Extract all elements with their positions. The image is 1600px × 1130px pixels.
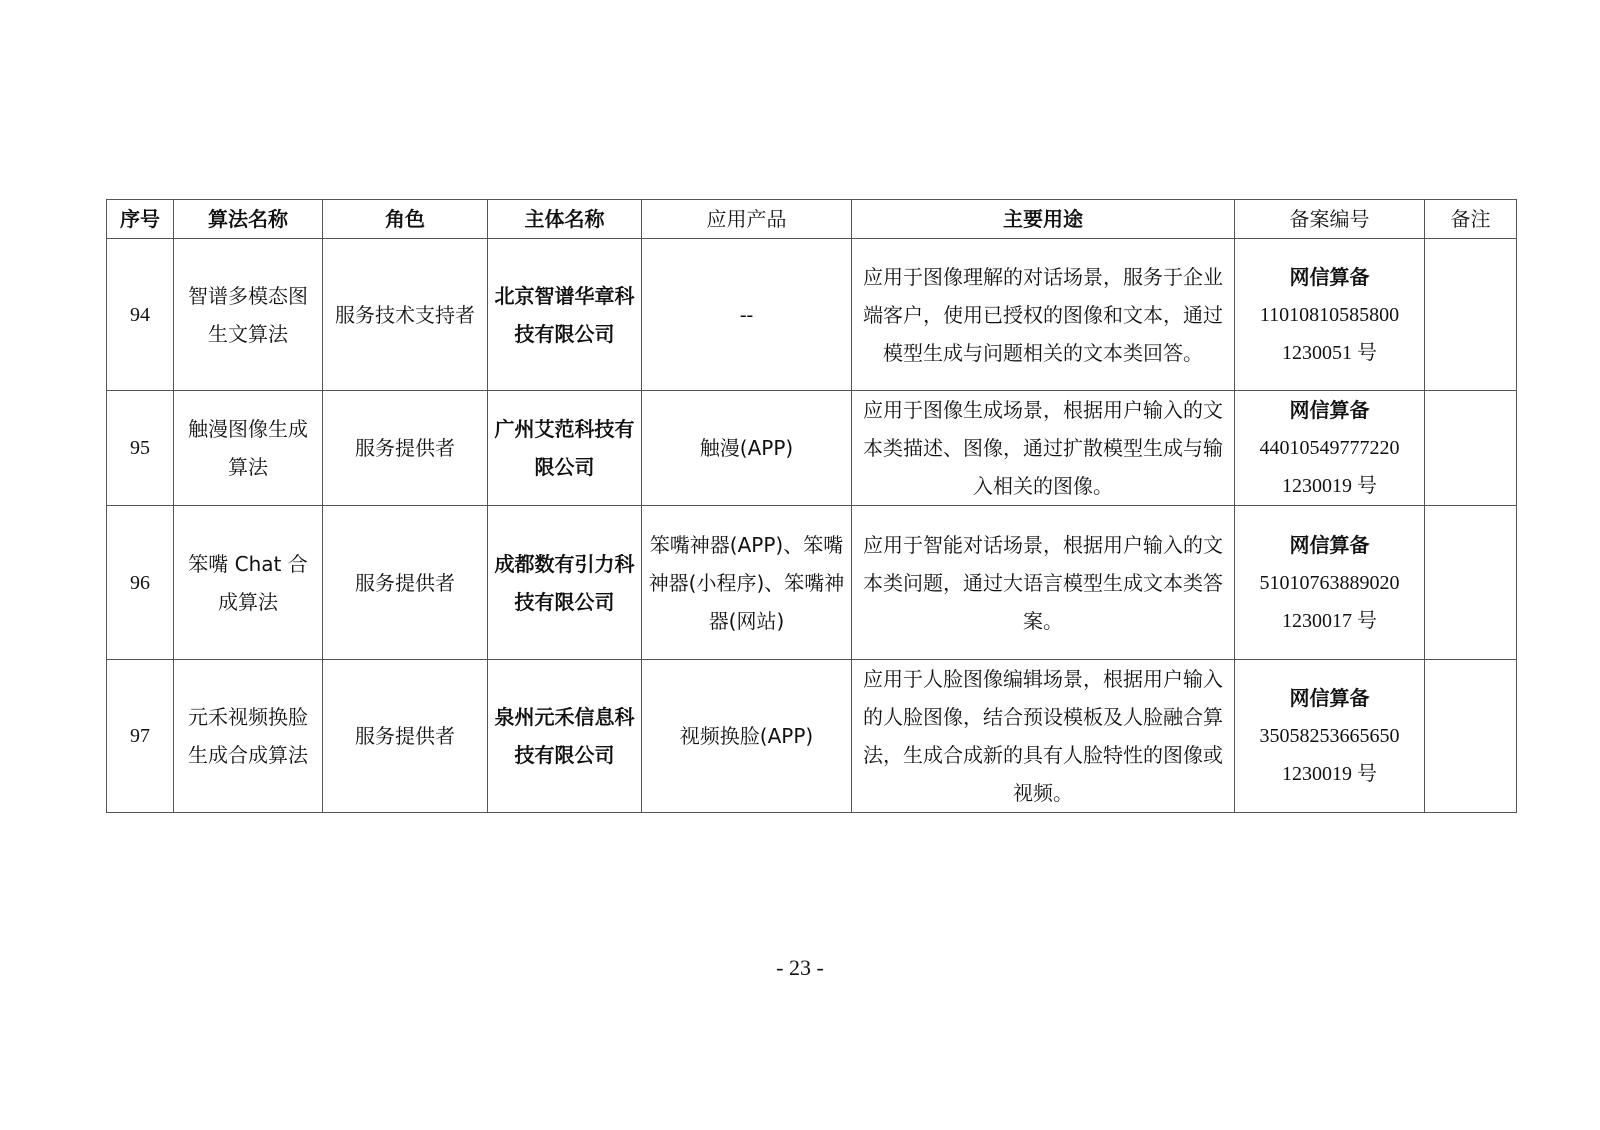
filing-suffix: 1230019 号 [1282, 763, 1377, 785]
filing-prefix: 网信算备 [1289, 686, 1370, 710]
header-entity-name: 主体名称 [488, 200, 642, 239]
row-algorithm-name: 元禾视频换脸生成合成算法 [174, 660, 323, 813]
row-filing-number [1235, 239, 1425, 391]
row-entity-name: 泉州元禾信息科技有限公司 [488, 660, 642, 813]
filing-code: 11010810585800 [1259, 303, 1400, 326]
row-product: -- [642, 239, 852, 391]
header-algorithm-name: 算法名称 [174, 200, 323, 239]
table-row [107, 391, 1517, 506]
filing-suffix: 1230019 号 [1282, 475, 1377, 497]
row-remark [1425, 239, 1517, 391]
header-remark: 备注 [1425, 200, 1517, 239]
row-remark [1425, 391, 1517, 506]
row-usage: 应用于人脸图像编辑场景，根据用户输入的人脸图像，结合预设模板及人脸融合算法，生成合成新的具有人脸特性的图像或视频。 [852, 660, 1235, 813]
row-remark [1425, 660, 1517, 813]
row-algorithm-name: 笨嘴 Chat 合成算法 [174, 506, 323, 660]
table-row [107, 660, 1517, 813]
header-product: 应用产品 [642, 200, 852, 239]
algorithm-registry-table [106, 199, 1517, 813]
table-row [107, 239, 1517, 391]
row-filing-number [1235, 391, 1425, 506]
row-usage: 应用于智能对话场景，根据用户输入的文本类问题，通过大语言模型生成文本类答案。 [852, 506, 1235, 660]
row-remark [1425, 506, 1517, 660]
row-seq: 96 [107, 506, 174, 660]
filing-prefix: 网信算备 [1289, 264, 1370, 289]
row-role: 服务提供者 [323, 660, 488, 813]
row-product: 笨嘴神器(APP)、笨嘴神器(小程序)、笨嘴神器(网站) [642, 506, 852, 660]
header-usage: 主要用途 [852, 200, 1235, 239]
row-usage: 应用于图像理解的对话场景，服务于企业端客户，使用已授权的图像和文本，通过模型生成与问题相关的文本类回答。 [852, 239, 1235, 391]
header-filing-number: 备案编号 [1235, 200, 1425, 239]
filing-code: 44010549777220 [1259, 437, 1400, 459]
row-filing-number [1235, 660, 1425, 813]
row-entity-name: 北京智谱华章科技有限公司 [488, 239, 642, 391]
row-algorithm-name: 触漫图像生成算法 [174, 391, 323, 506]
filing-suffix: 1230051 号 [1282, 341, 1377, 364]
row-role: 服务提供者 [323, 506, 488, 660]
row-entity-name: 广州艾范科技有限公司 [488, 391, 642, 506]
row-algorithm-name: 智谱多模态图生文算法 [174, 239, 323, 391]
table-header-row [107, 200, 1517, 239]
row-product: 触漫(APP) [642, 391, 852, 506]
page-number: - 23 - [776, 955, 824, 980]
row-usage: 应用于图像生成场景，根据用户输入的文本类描述、图像，通过扩散模型生成与输入相关的图像。 [852, 391, 1235, 506]
filing-code: 51010763889020 [1259, 571, 1400, 594]
row-seq: 97 [107, 660, 174, 813]
filing-prefix: 网信算备 [1289, 532, 1370, 557]
row-seq: 94 [107, 239, 174, 391]
row-filing-number [1235, 506, 1425, 660]
row-entity-name: 成都数有引力科技有限公司 [488, 506, 642, 660]
header-role: 角色 [323, 200, 488, 239]
filing-suffix: 1230017 号 [1282, 609, 1377, 632]
table-row [107, 506, 1517, 660]
row-product: 视频换脸(APP) [642, 660, 852, 813]
row-role: 服务技术支持者 [323, 239, 488, 391]
header-seq: 序号 [107, 200, 174, 239]
filing-code: 35058253665650 [1259, 725, 1400, 747]
filing-prefix: 网信算备 [1289, 398, 1370, 422]
row-role: 服务提供者 [323, 391, 488, 506]
row-seq: 95 [107, 391, 174, 506]
